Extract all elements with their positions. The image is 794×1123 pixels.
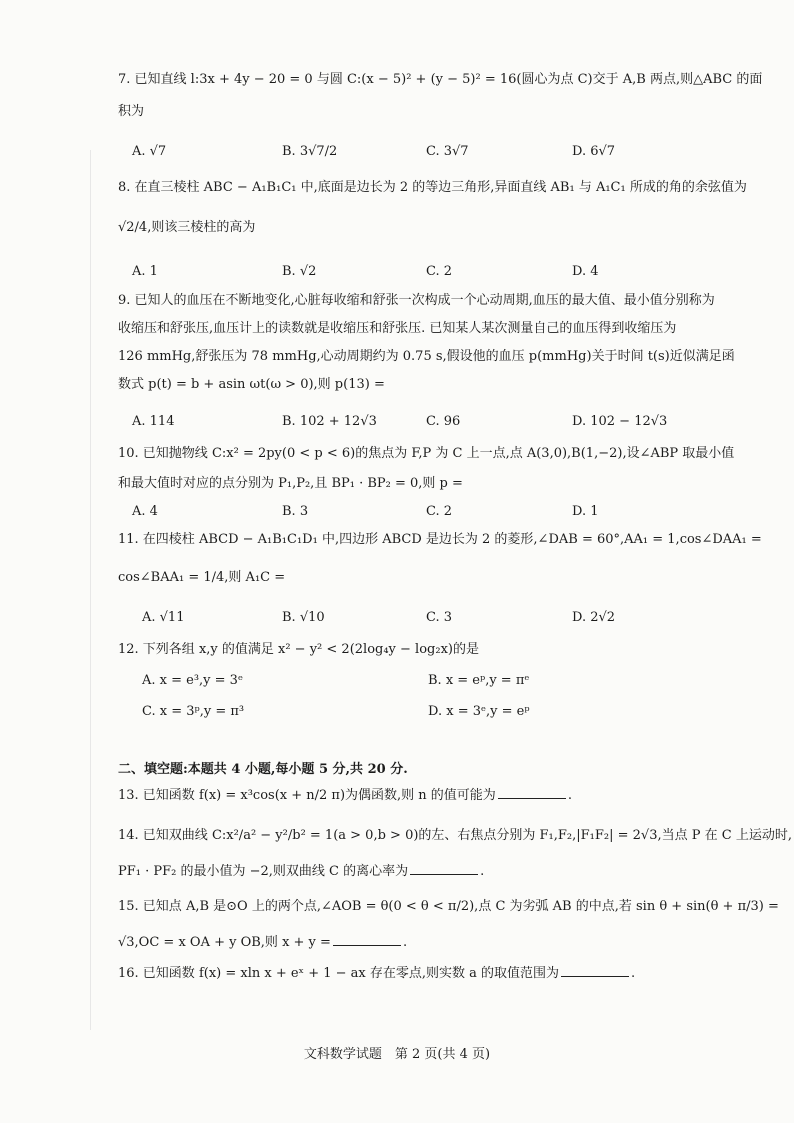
option-d: D. 102 − 12√3: [572, 414, 668, 429]
option-d: D. x = 3ᵉ,y = eᵖ: [428, 704, 530, 719]
question-7-line-2: 积为: [118, 104, 145, 119]
question-16-text: 16. 已知函数 f(x) = xln x + eˣ + 1 − ax 存在零点,则实数 a 的取值范围为: [118, 966, 560, 981]
question-8-line-2: √2/4,则该三棱柱的高为: [118, 220, 256, 235]
question-10-line-1: 10. 已知抛物线 C:x² = 2py(0 < p < 6)的焦点为 F,P 为 C 上一点,点 A(3,0),B(1,−2),设∠ABP 取最小值: [118, 446, 735, 461]
option-b: B. √2: [282, 264, 317, 279]
question-15-line-2-text: √3,OC = x OA + y OB,则 x + y =: [118, 935, 331, 950]
question-7-line-1: 7. 已知直线 l:3x + 4y − 20 = 0 与圆 C:(x − 5)² + (y − 5)² = 16(圆心为点 C)交于 A,B 两点,则△ABC 的面: [118, 72, 763, 87]
option-a: A. x = e³,y = 3ᵉ: [142, 673, 243, 688]
question-12-line-1: 12. 下列各组 x,y 的值满足 x² − y² < 2(2log₄y − log₂x)的是: [118, 642, 479, 657]
option-b: B. 3: [282, 504, 309, 519]
question-14-end: .: [480, 864, 485, 879]
option-a: A. √11: [142, 610, 185, 625]
question-16-end: .: [631, 966, 636, 981]
question-13-text: 13. 已知函数 f(x) = x³cos(x + n/2 π)为偶函数,则 n 的值可能为: [118, 788, 496, 803]
option-a: A. √7: [132, 144, 167, 159]
question-11-line-2: cos∠BAA₁ = 1/4,则 A₁C =: [118, 570, 286, 585]
option-b: B. 3√7/2: [282, 144, 338, 159]
option-c: C. 2: [426, 504, 453, 519]
option-a: A. 1: [132, 264, 158, 279]
question-14: [118, 826, 792, 882]
question-8: [118, 178, 768, 238]
question-7: [118, 70, 768, 122]
question-9-line-4: 数式 p(t) = b + asin ωt(ω > 0),则 p(13) =: [118, 377, 385, 392]
question-14-line-2: [118, 862, 778, 882]
option-b: B. x = eᵖ,y = πᵉ: [428, 673, 530, 688]
question-15-line-2: [118, 933, 778, 953]
option-c: C. 2: [426, 264, 453, 279]
option-a: A. 114: [132, 414, 175, 429]
question-13: [118, 786, 778, 806]
binding-margin-line: [90, 150, 91, 1030]
question-12: [118, 640, 768, 660]
question-9: [118, 291, 768, 403]
option-d: D. 2√2: [572, 610, 616, 625]
option-c: C. 96: [426, 414, 461, 429]
question-9-line-3: 126 mmHg,舒张压为 78 mmHg,心动周期约为 0.75 s,假设他的血压 p(mmHg)关于时间 t(s)近似满足函: [118, 349, 735, 364]
answer-blank[interactable]: [333, 933, 401, 946]
option-a: A. 4: [132, 504, 158, 519]
answer-blank[interactable]: [561, 964, 629, 977]
answer-blank[interactable]: [498, 786, 566, 799]
question-11: [118, 530, 768, 588]
question-8-line-1: 8. 在直三棱柱 ABC − A₁B₁C₁ 中,底面是边长为 2 的等边三角形,异面直线 AB₁ 与 A₁C₁ 所成的角的余弦值为: [118, 180, 747, 195]
question-16: [118, 964, 778, 984]
question-11-line-1: 11. 在四棱柱 ABCD − A₁B₁C₁D₁ 中,四边形 ABCD 是边长为 2 的菱形,∠DAB = 60°,AA₁ = 1,cos∠DAA₁ =: [118, 532, 762, 547]
option-b: B. 102 + 12√3: [282, 414, 377, 429]
question-14-line-2-text: PF₁ · PF₂ 的最小值为 −2,则双曲线 C 的离心率为: [118, 864, 409, 879]
question-9-line-1: 9. 已知人的血压在不断地变化,心脏每收缩和舒张一次构成一个心动周期,血压的最大值、最小值分别称为: [118, 293, 715, 308]
question-15-end: .: [402, 935, 408, 950]
question-10: [118, 444, 768, 504]
option-b: B. √10: [282, 610, 325, 625]
question-15: [118, 897, 778, 953]
option-d: D. 1: [572, 504, 599, 519]
section-heading-fill-in: 二、填空题:本题共 4 小题,每小题 5 分,共 20 分.: [118, 762, 408, 777]
question-9-line-2: 收缩压和舒张压,血压计上的读数就是收缩压和舒张压. 已知某人某次测量自己的血压得到收缩压为: [118, 321, 677, 336]
option-c: C. 3√7: [426, 144, 469, 159]
option-c: C. 3: [426, 610, 453, 625]
page-footer: 文科数学试题 第 2 页(共 4 页): [303, 1047, 491, 1062]
option-d: D. 6√7: [572, 144, 616, 159]
question-13-end: .: [567, 788, 572, 803]
answer-blank[interactable]: [410, 862, 478, 875]
option-c: C. x = 3ᵖ,y = π³: [142, 704, 245, 719]
question-10-line-2: 和最大值时对应的点分别为 P₁,P₂,且 BP₁ · BP₂ = 0,则 p =: [118, 476, 463, 491]
question-14-line-1: 14. 已知双曲线 C:x²/a² − y²/b² = 1(a > 0,b > 0)的左、右焦点分别为 F₁,F₂,|F₁F₂| = 2√3,当点 P 在 C 上运动时,: [118, 828, 792, 843]
option-d: D. 4: [572, 264, 599, 279]
question-15-line-1: 15. 已知点 A,B 是⊙O 上的两个点,∠AOB = θ(0 < θ < π/2),点 C 为劣弧 AB 的中点,若 sin θ + sin(θ + π/3) =: [118, 899, 779, 914]
